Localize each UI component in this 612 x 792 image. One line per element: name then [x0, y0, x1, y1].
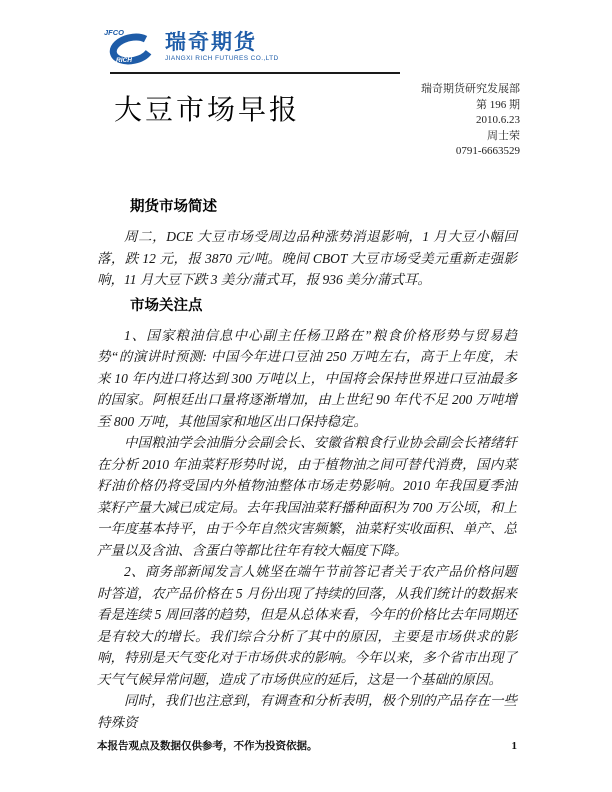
- rich-futures-swoosh-icon: [103, 26, 161, 73]
- brand-subtitle: JIANGXI RICH FUTURES CO.,LTD: [165, 55, 279, 62]
- paragraph-focus-item-1-continued: 中国粮油学会油脂分会副会长、安徽省粮食行业协会副会长褚绪轩在分析 2010 年油菜籽形势时说，由于植物油之间可替代消费，国内菜籽油价格仍将受国内外植物油整体市场走势影响。2010 年我国夏季油菜籽产量大减已成定局。去年我国油菜籽播种面积为 700 万公顷，和上一年度基本持平，由于今年自然灾害频繁，油菜籽实收面积、单产、总产量以及含油、含蛋白等都比往年有较大幅度下降。: [97, 435, 517, 558]
- report-meta-block: [300, 82, 520, 160]
- section-heading-market-focus: 市场关注点: [130, 297, 203, 314]
- meta-issue-number: 第 196 期: [476, 98, 520, 111]
- meta-phone: 0791-6663529: [455, 145, 520, 157]
- svg-text:RICH: RICH: [116, 57, 132, 64]
- paragraph-focus-item-1: 1、国家粮油信息中心副主任杨卫路在”粮食价格形势与贸易趋势“的演讲时预测: 中国今年进口豆油 250 万吨左右，高于上年度，未来 10 年内进口将达到 300 万吨以上，中国将会保持世界进口豆油最多的国家。阿根廷出口量将逐渐增加，由上世纪 90 年代不足 200 万吨增至 800 万吨，其他国家和地区出口保持稳定。: [97, 327, 517, 429]
- svg-text:JFCO: JFCO: [104, 28, 125, 37]
- header-divider-line: [110, 72, 400, 74]
- company-logo: [103, 26, 279, 73]
- footer-disclaimer: 本报告观点及数据仅供参考，不作为投资依据。: [97, 740, 318, 752]
- meta-department: 瑞奇期货研究发展部: [421, 83, 520, 95]
- paragraph-focus-item-2-continued: 同时，我们也注意到，有调查和分析表明，极个别的产品存在一些特殊资: [97, 693, 517, 730]
- brand-name: 瑞奇期货: [165, 31, 257, 54]
- page-footer: [97, 738, 517, 753]
- page-title: 大豆市场早报: [114, 95, 301, 126]
- meta-date: 2010.6.23: [476, 114, 520, 126]
- meta-author: 周士荣: [487, 129, 520, 142]
- page-number: 1: [511, 740, 517, 752]
- paragraph-focus-item-2: 2、商务部新闻发言人姚坚在端午节前答记者关于农产品价格问题时答道，农产品价格在 5 月份出现了持续的回落，从我们统计的数据来看是连续 5 周回落的趋势，但是从总体来看，今年的价格比去年同期还是有较大的增长。我们综合分析了其中的原因，主要是市场供求的影响，特别是天气变化对于市场供求的影响。今年以来，多个省市出现了天气气候异常问题，造成了市场供应的延后，这是一个基础的原因。: [97, 564, 517, 687]
- paragraph-market-brief: 周二，DCE 大豆市场受周边品种涨势消退影响，1 月大豆小幅回落，跌 12 元，报 3870 元/吨。晚间 CBOT 大豆市场受美元重新走强影响，11 月大豆下跌 3 美分/蒲式耳，报 936 美分/蒲式耳。: [97, 229, 517, 287]
- section-heading-futures-market-brief: 期货市场简述: [130, 199, 217, 215]
- report-body: [97, 198, 517, 733]
